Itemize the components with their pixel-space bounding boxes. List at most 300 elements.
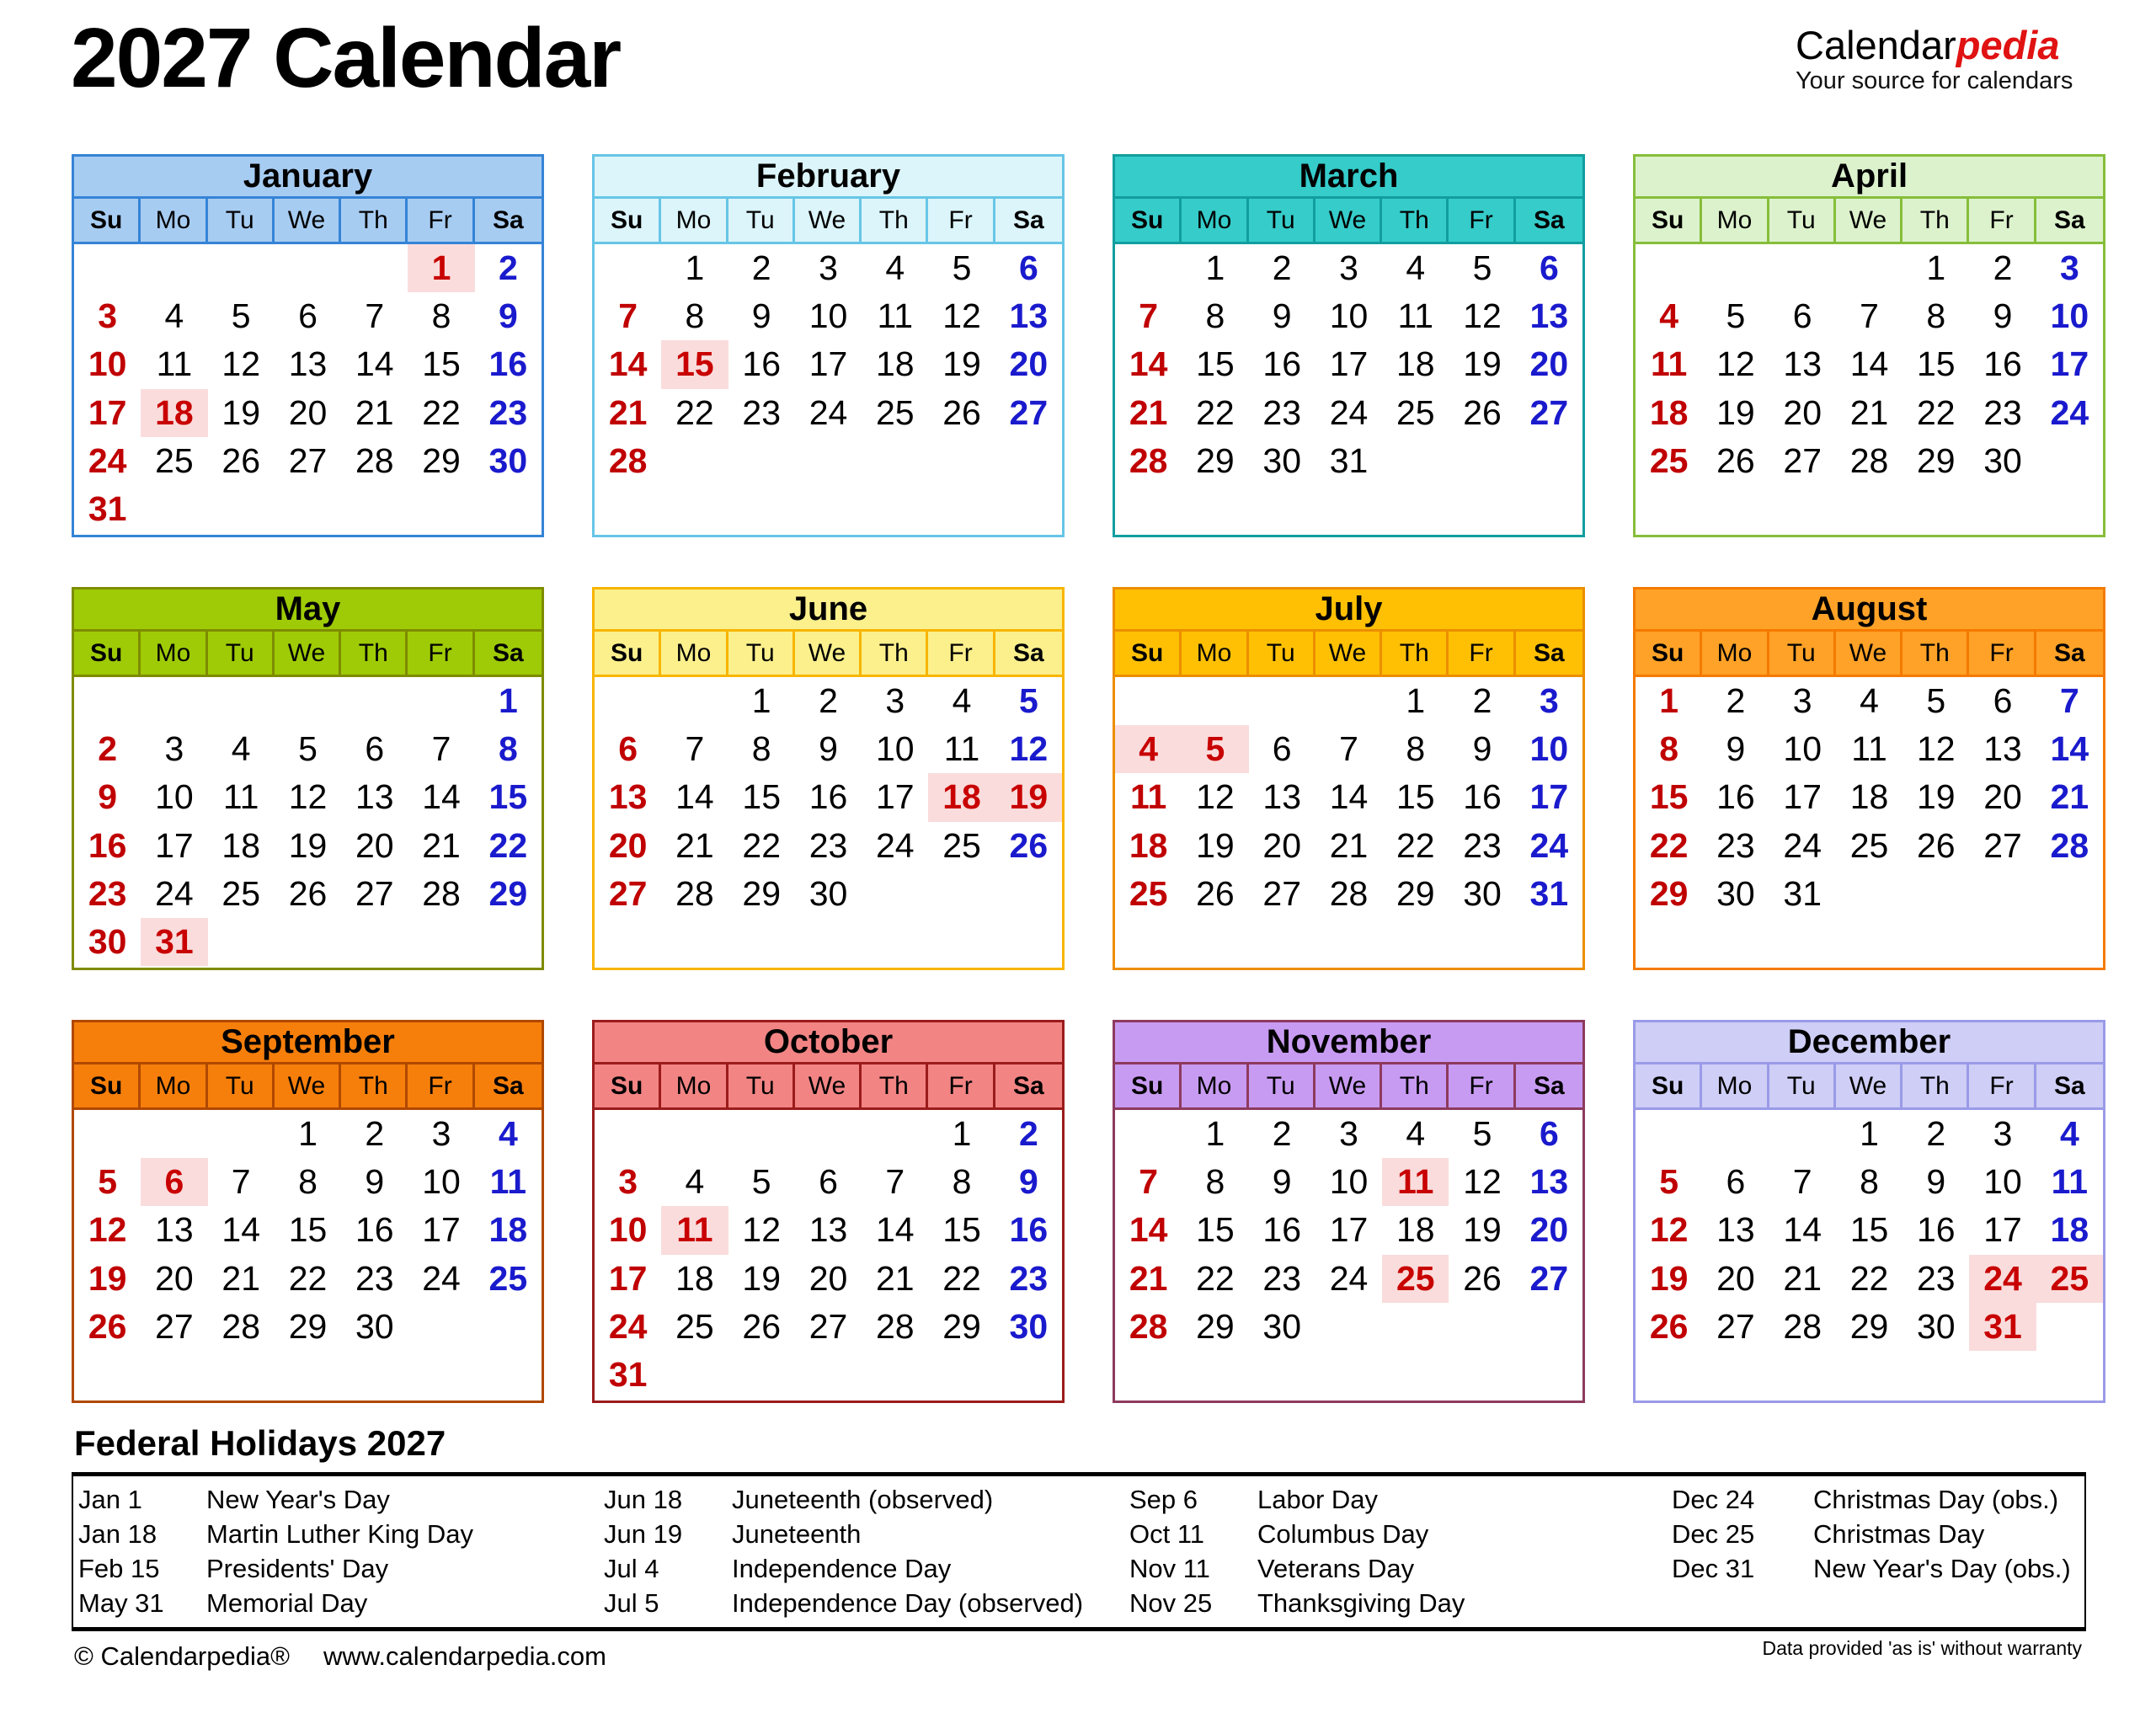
date-cell: 15	[1196, 344, 1235, 384]
weekday-header: We	[275, 1064, 341, 1107]
empty-cell	[1315, 918, 1382, 966]
date-cell: 18	[488, 1210, 528, 1250]
dates-grid	[595, 677, 1062, 966]
weekday-header: Sa	[492, 206, 524, 234]
month-july	[1113, 587, 1585, 970]
date-cell: 20	[1262, 825, 1301, 865]
holiday-date: Jun 18	[604, 1485, 683, 1514]
dates-grid	[1115, 244, 1582, 533]
date-cell: 23	[1262, 392, 1301, 432]
date-cell: 28	[1783, 1306, 1822, 1346]
empty-cell	[275, 1351, 341, 1399]
date-cell: 9	[1018, 1162, 1038, 1202]
date-cell: 20	[288, 392, 328, 432]
date-cell: 7	[431, 729, 451, 769]
date-cell: 21	[355, 392, 394, 432]
date-cell: 29	[1196, 1306, 1235, 1346]
date-cell: 23	[808, 825, 848, 865]
weekday-header: Th	[1903, 1064, 1969, 1107]
date-cell: 4	[1659, 296, 1679, 336]
weekday-header: Tu	[1249, 632, 1315, 675]
date-cell: 5	[298, 729, 318, 769]
empty-cell	[1449, 918, 1515, 966]
date-cell: 28	[2050, 825, 2089, 865]
weekday-header: Sa	[1533, 206, 1565, 234]
empty-cell	[2036, 437, 2103, 485]
date-cell: 24	[155, 873, 194, 913]
empty-cell	[341, 677, 408, 725]
weekday-header: We	[1836, 632, 1903, 675]
date-cell: 12	[1196, 777, 1235, 817]
date-cell: 21	[422, 825, 461, 865]
date-cell: 25	[1382, 1255, 1449, 1303]
dates-grid	[1636, 244, 2103, 533]
date-cell: 19	[1196, 825, 1235, 865]
date-cell: 28	[422, 873, 461, 913]
date-cell: 4	[885, 248, 905, 287]
weekday-header: Mo	[661, 199, 728, 242]
date-cell: 11	[943, 729, 980, 769]
empty-cell	[1969, 918, 2036, 966]
month-title: May	[74, 590, 542, 632]
date-cell: 11	[156, 344, 193, 384]
date-cell: 2	[751, 248, 771, 287]
date-cell: 21	[2050, 777, 2089, 817]
date-cell: 30	[1262, 1306, 1301, 1346]
date-cell: 14	[221, 1210, 260, 1250]
date-cell: 3	[885, 681, 905, 720]
dates-grid	[595, 244, 1062, 533]
date-cell: 9	[1926, 1162, 1946, 1202]
date-cell: 19	[1463, 1210, 1502, 1250]
date-cell: 14	[1129, 344, 1168, 384]
empty-cell	[74, 1351, 141, 1399]
weekday-header-row	[74, 632, 542, 677]
date-cell: 16	[1716, 777, 1755, 817]
empty-cell	[208, 485, 275, 533]
date-cell: 5	[1926, 681, 1946, 720]
weekday-header: Tu	[208, 1064, 275, 1107]
holiday-name: Labor Day	[1257, 1485, 1379, 1514]
month-march	[1113, 154, 1585, 537]
weekday-header-row	[1636, 1064, 2103, 1110]
weekday-header: Su	[595, 199, 661, 242]
weekday-header: Su	[1115, 199, 1182, 242]
holiday-date: Oct 11	[1129, 1519, 1205, 1549]
empty-cell	[208, 918, 275, 966]
date-cell: 15	[942, 1210, 981, 1250]
empty-cell	[275, 677, 341, 725]
weekday-header: Tu	[208, 632, 275, 675]
date-cell: 19	[995, 773, 1062, 821]
logo-brand	[1796, 24, 2073, 67]
weekday-header: Fr	[1449, 1064, 1515, 1107]
date-cell: 15	[1196, 1210, 1235, 1250]
date-cell: 27	[155, 1306, 194, 1346]
empty-cell	[1702, 1351, 1769, 1399]
month-november	[1113, 1020, 1585, 1403]
empty-cell	[1315, 677, 1382, 725]
empty-cell	[728, 437, 795, 485]
date-cell: 29	[1396, 873, 1435, 913]
empty-cell	[1182, 1351, 1248, 1399]
date-cell: 22	[1196, 1258, 1235, 1298]
weekday-header: Tu	[728, 1064, 795, 1107]
date-cell: 8	[1406, 729, 1426, 769]
weekday-header: Fr	[1449, 199, 1515, 242]
date-cell: 11	[1851, 729, 1887, 769]
empty-cell	[1449, 1303, 1515, 1351]
weekday-header: Fr	[408, 1064, 474, 1107]
weekday-header: Fr	[1969, 1064, 2036, 1107]
date-cell: 9	[1272, 296, 1292, 336]
empty-cell	[1969, 870, 2036, 918]
date-cell: 13	[1716, 1210, 1755, 1250]
empty-cell	[1702, 485, 1769, 533]
date-cell: 23	[1916, 1258, 1956, 1298]
date-cell: 21	[221, 1258, 260, 1298]
date-cell: 24	[88, 440, 127, 480]
weekday-header: Th	[1382, 632, 1449, 675]
date-cell: 5	[751, 1162, 771, 1202]
empty-cell	[1315, 1351, 1382, 1399]
holiday-name: Independence Day (observed)	[732, 1588, 1084, 1618]
date-cell: 12	[221, 344, 260, 384]
date-cell: 21	[1849, 392, 1889, 432]
date-cell: 3	[98, 296, 118, 336]
holiday-date: Jul 5	[604, 1588, 659, 1618]
empty-cell	[1449, 437, 1515, 485]
date-cell: 10	[1983, 1162, 2022, 1202]
footer-website: www.calendarpedia.com	[323, 1641, 606, 1671]
date-cell: 24	[422, 1258, 461, 1298]
weekday-header: Tu	[1249, 199, 1315, 242]
date-cell: 3	[618, 1162, 638, 1202]
weekday-header: Th	[862, 1064, 928, 1107]
weekday-header: Sa	[1012, 1072, 1044, 1100]
date-cell: 16	[1916, 1210, 1956, 1250]
date-cell: 30	[1463, 873, 1502, 913]
date-cell: 1	[1205, 248, 1225, 287]
empty-cell	[1115, 1110, 1182, 1158]
date-cell: 28	[608, 440, 648, 480]
date-cell: 4	[1406, 248, 1426, 287]
date-cell: 8	[298, 1162, 318, 1202]
holiday-name: Christmas Day (obs.)	[1813, 1485, 2059, 1514]
empty-cell	[795, 437, 862, 485]
date-cell: 25	[675, 1306, 714, 1346]
logo-brand-red: pedia	[1956, 23, 2060, 67]
empty-cell	[141, 244, 207, 292]
weekday-header: Th	[1903, 199, 1969, 242]
date-cell: 12	[1463, 296, 1502, 336]
weekday-header: Su	[74, 632, 141, 675]
date-cell: 9	[98, 777, 118, 817]
weekday-header: Fr	[408, 199, 474, 242]
empty-cell	[795, 918, 862, 966]
weekday-header-row	[595, 1064, 1062, 1110]
empty-cell	[928, 1351, 995, 1399]
empty-cell	[1636, 918, 1702, 966]
date-cell: 20	[355, 825, 394, 865]
date-cell: 17	[88, 392, 127, 432]
date-cell: 29	[742, 873, 781, 913]
weekday-header: We	[275, 199, 341, 242]
date-cell: 8	[1926, 296, 1946, 336]
date-cell: 16	[1262, 344, 1301, 384]
empty-cell	[275, 485, 341, 533]
weekday-header: We	[795, 632, 862, 675]
empty-cell	[995, 1351, 1062, 1399]
date-cell: 29	[1916, 440, 1956, 480]
copyright-text: © Calendarpedia®	[74, 1641, 290, 1671]
empty-cell	[1969, 485, 2036, 533]
page-title: 2027 Calendar	[71, 11, 621, 105]
weekday-header: Tu	[1249, 1064, 1315, 1107]
date-cell: 13	[1529, 296, 1569, 336]
date-cell: 15	[1649, 777, 1689, 817]
weekday-header: We	[1315, 199, 1382, 242]
date-cell: 24	[1783, 825, 1822, 865]
date-cell: 12	[742, 1210, 781, 1250]
date-cell: 11	[222, 777, 259, 817]
date-cell: 4	[498, 1114, 518, 1153]
date-cell: 24	[2050, 392, 2089, 432]
month-may	[72, 587, 544, 970]
date-cell: 15	[661, 340, 728, 388]
date-cell: 5	[1018, 681, 1038, 720]
date-cell: 7	[1139, 1162, 1159, 1202]
date-cell: 22	[1196, 392, 1235, 432]
date-cell: 10	[875, 729, 915, 769]
date-cell: 15	[488, 777, 528, 817]
empty-cell	[408, 1351, 474, 1399]
date-cell: 26	[88, 1306, 127, 1346]
empty-cell	[408, 677, 474, 725]
weekday-header: We	[1836, 199, 1903, 242]
date-cell: 7	[1339, 729, 1358, 769]
month-june	[592, 587, 1065, 970]
holiday-name: Presidents' Day	[206, 1554, 389, 1583]
empty-cell	[1115, 1351, 1182, 1399]
month-title: February	[595, 157, 1062, 199]
date-cell: 19	[942, 344, 981, 384]
date-cell: 29	[1849, 1306, 1889, 1346]
empty-cell	[728, 1110, 795, 1158]
date-cell: 25	[1649, 440, 1689, 480]
empty-cell	[995, 870, 1062, 918]
date-cell: 11	[2051, 1162, 2089, 1202]
date-cell: 13	[1983, 729, 2022, 769]
empty-cell	[275, 918, 341, 966]
date-cell: 18	[928, 773, 995, 821]
empty-cell	[408, 918, 474, 966]
date-cell: 17	[1329, 1210, 1369, 1250]
date-cell: 21	[675, 825, 714, 865]
date-cell: 20	[1529, 1210, 1569, 1250]
date-cell: 19	[1916, 777, 1956, 817]
empty-cell	[74, 677, 141, 725]
month-title: July	[1115, 590, 1582, 632]
date-cell: 20	[1529, 344, 1569, 384]
empty-cell	[208, 677, 275, 725]
empty-cell	[661, 677, 728, 725]
date-cell: 1	[685, 248, 705, 287]
date-cell: 5	[231, 296, 251, 336]
weekday-header: Sa	[1012, 206, 1044, 234]
date-cell: 13	[155, 1210, 194, 1250]
logo-tagline: Your source for calendars	[1796, 67, 2073, 94]
date-cell: 25	[2036, 1255, 2103, 1303]
date-cell: 7	[685, 729, 705, 769]
empty-cell	[1516, 1351, 1582, 1399]
date-cell: 2	[1926, 1114, 1946, 1153]
date-cell: 25	[221, 873, 260, 913]
weekday-header: Mo	[661, 632, 728, 675]
date-cell: 3	[1339, 1114, 1358, 1153]
weekday-header: Mo	[141, 1064, 207, 1107]
date-cell: 6	[1272, 729, 1292, 769]
dates-grid	[1115, 1110, 1582, 1399]
empty-cell	[1836, 1351, 1903, 1399]
date-cell: 5	[1472, 1114, 1492, 1153]
date-cell: 15	[1396, 777, 1435, 817]
date-cell: 26	[1916, 825, 1956, 865]
date-cell: 4	[164, 296, 184, 336]
date-cell: 30	[355, 1306, 394, 1346]
date-cell: 10	[1329, 1162, 1369, 1202]
empty-cell	[1315, 485, 1382, 533]
date-cell: 30	[1262, 440, 1301, 480]
date-cell: 31	[1529, 873, 1569, 913]
empty-cell	[1702, 244, 1769, 292]
weekday-header: Su	[1636, 632, 1702, 675]
date-cell: 29	[1196, 440, 1235, 480]
date-cell: 22	[1649, 825, 1689, 865]
date-cell: 28	[875, 1306, 915, 1346]
holiday-date: Dec 24	[1672, 1485, 1755, 1514]
date-cell: 29	[1649, 873, 1689, 913]
month-title: September	[74, 1022, 542, 1064]
holiday-date: Dec 31	[1672, 1554, 1755, 1583]
date-cell: 8	[952, 1162, 972, 1202]
date-cell: 23	[1716, 825, 1755, 865]
date-cell: 10	[608, 1210, 648, 1250]
date-cell: 18	[1129, 825, 1168, 865]
empty-cell	[1672, 1586, 1813, 1620]
date-cell: 30	[1983, 440, 2022, 480]
empty-cell	[1516, 918, 1582, 966]
empty-cell	[661, 437, 728, 485]
empty-cell	[728, 485, 795, 533]
date-cell: 16	[1262, 1210, 1301, 1250]
date-cell: 23	[1983, 392, 2022, 432]
holiday-date: Feb 15	[78, 1554, 160, 1583]
date-cell: 11	[1382, 1158, 1449, 1206]
date-cell: 3	[819, 248, 838, 287]
date-cell: 10	[808, 296, 848, 336]
date-cell: 5	[952, 248, 972, 287]
weekday-header-row	[74, 1064, 542, 1110]
holiday-name: Independence Day	[732, 1554, 952, 1583]
date-cell: 25	[1129, 873, 1168, 913]
empty-cell	[74, 244, 141, 292]
weekday-header: We	[1315, 632, 1382, 675]
date-cell: 18	[1849, 777, 1889, 817]
weekday-header: Th	[1382, 1064, 1449, 1107]
weekday-header: Su	[74, 1064, 141, 1107]
date-cell: 25	[488, 1258, 528, 1298]
weekday-header: Su	[1115, 632, 1182, 675]
empty-cell	[795, 1110, 862, 1158]
date-cell: 20	[1783, 392, 1822, 432]
date-cell: 24	[1329, 392, 1369, 432]
weekday-header: Fr	[928, 632, 995, 675]
date-cell: 20	[1716, 1258, 1755, 1298]
date-cell: 31	[1783, 873, 1822, 913]
date-cell: 12	[942, 296, 981, 336]
date-cell: 18	[875, 344, 915, 384]
empty-cell	[928, 485, 995, 533]
empty-cell	[595, 918, 661, 966]
date-cell: 15	[422, 344, 461, 384]
date-cell: 1	[1406, 681, 1426, 720]
empty-cell	[141, 677, 207, 725]
date-cell: 2	[1018, 1114, 1038, 1153]
date-cell: 28	[355, 440, 394, 480]
weekday-header: We	[1836, 1064, 1903, 1107]
date-cell: 20	[608, 825, 648, 865]
weekday-header: Fr	[928, 199, 995, 242]
empty-cell	[1315, 1303, 1382, 1351]
date-cell: 1	[751, 681, 771, 720]
date-cell: 25	[942, 825, 981, 865]
date-cell: 10	[2050, 296, 2089, 336]
date-cell: 7	[885, 1162, 905, 1202]
date-cell: 2	[98, 729, 118, 769]
date-cell: 25	[1396, 392, 1435, 432]
date-cell: 24	[808, 392, 848, 432]
empty-cell	[995, 485, 1062, 533]
empty-cell	[2036, 485, 2103, 533]
date-cell: 18	[675, 1258, 714, 1298]
weekday-header: Su	[595, 1064, 661, 1107]
date-cell: 8	[498, 729, 518, 769]
date-cell: 25	[875, 392, 915, 432]
holiday-name: Christmas Day	[1813, 1519, 1985, 1549]
weekday-header: Sa	[1012, 639, 1044, 667]
date-cell: 6	[1726, 1162, 1746, 1202]
date-cell: 24	[1969, 1255, 2036, 1303]
date-cell: 4	[231, 729, 251, 769]
date-cell: 19	[1716, 392, 1755, 432]
date-cell: 6	[1792, 296, 1812, 336]
empty-cell	[1969, 1351, 2036, 1399]
date-cell: 22	[488, 825, 528, 865]
empty-cell	[862, 485, 928, 533]
date-cell: 4	[952, 681, 972, 720]
empty-cell	[1813, 1586, 2084, 1620]
holiday-date: Jun 19	[604, 1519, 683, 1549]
date-cell: 8	[431, 296, 451, 336]
dates-grid	[74, 244, 542, 533]
holiday-date: Nov 11	[1129, 1554, 1210, 1583]
holiday-name: Memorial Day	[206, 1588, 368, 1618]
empty-cell	[928, 918, 995, 966]
date-cell: 25	[155, 440, 194, 480]
date-cell: 13	[808, 1210, 848, 1250]
empty-cell	[995, 918, 1062, 966]
